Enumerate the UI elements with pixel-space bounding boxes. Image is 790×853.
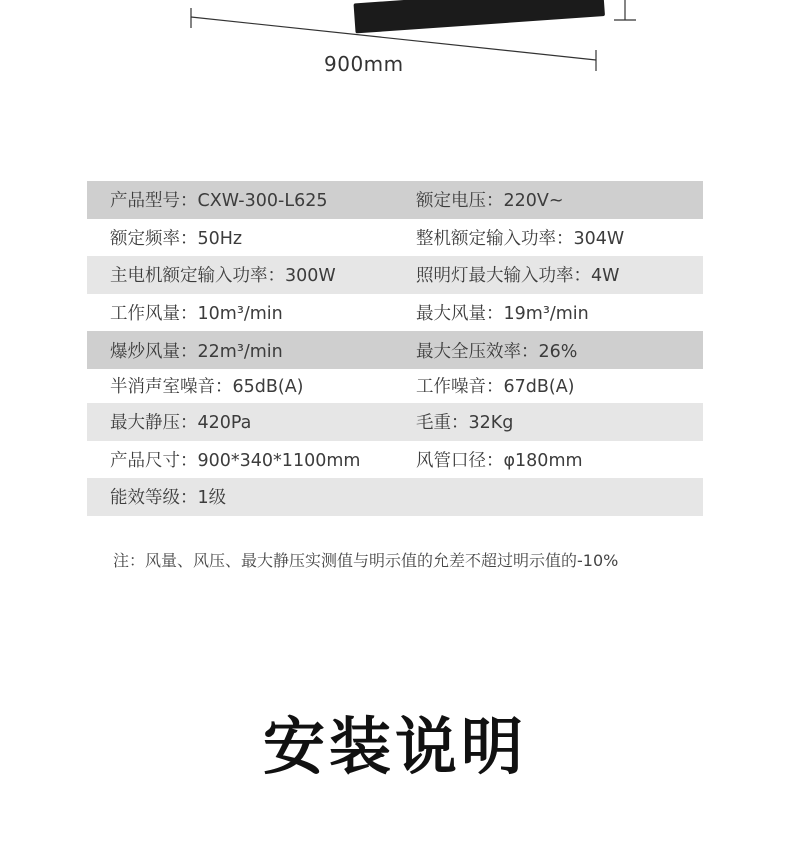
spec-row	[87, 403, 703, 441]
spec-cell: 最大全压效率：26%	[416, 341, 578, 362]
spec-row	[87, 331, 703, 369]
dimension-width-label: 900mm	[324, 52, 404, 76]
spec-row	[87, 478, 703, 516]
tolerance-note: 注：风量、风压、最大静压实测值与明示值的允差不超过明示值的-10%	[113, 551, 619, 570]
spec-cell: 能效等级：1级	[110, 488, 227, 509]
spec-cell: 产品尺寸：900*340*1100mm	[110, 450, 361, 471]
spec-row	[87, 369, 703, 403]
spec-cell: 整机额定输入功率：304W	[416, 228, 625, 249]
spec-cell: 爆炒风量：22m³/min	[110, 341, 283, 362]
spec-row	[87, 256, 703, 294]
spec-cell: 最大风量：19m³/min	[416, 304, 589, 325]
spec-cell: 毛重：32Kg	[416, 413, 514, 434]
spec-cell: 额定频率：50Hz	[110, 228, 243, 249]
spec-cell: 额定电压：220V~	[416, 191, 564, 212]
spec-row	[87, 294, 703, 332]
spec-cell: 工作风量：10m³/min	[110, 304, 283, 325]
spec-cell: 主电机额定输入功率：300W	[110, 266, 336, 287]
spec-row	[87, 219, 703, 257]
spec-cell: 风管口径：φ180mm	[416, 450, 583, 471]
spec-cell: 产品型号：CXW-300-L625	[110, 191, 328, 212]
spec-cell: 照明灯最大输入功率：4W	[416, 266, 620, 287]
spec-row	[87, 441, 703, 479]
spec-table	[87, 181, 703, 516]
spec-cell: 工作噪音：67dB(A)	[416, 377, 575, 398]
spec-cell: 半消声室噪音：65dB(A)	[110, 377, 304, 398]
section-title: 安装说明	[262, 710, 527, 783]
spec-row	[87, 181, 703, 219]
spec-cell: 最大静压：420Pa	[110, 413, 252, 434]
